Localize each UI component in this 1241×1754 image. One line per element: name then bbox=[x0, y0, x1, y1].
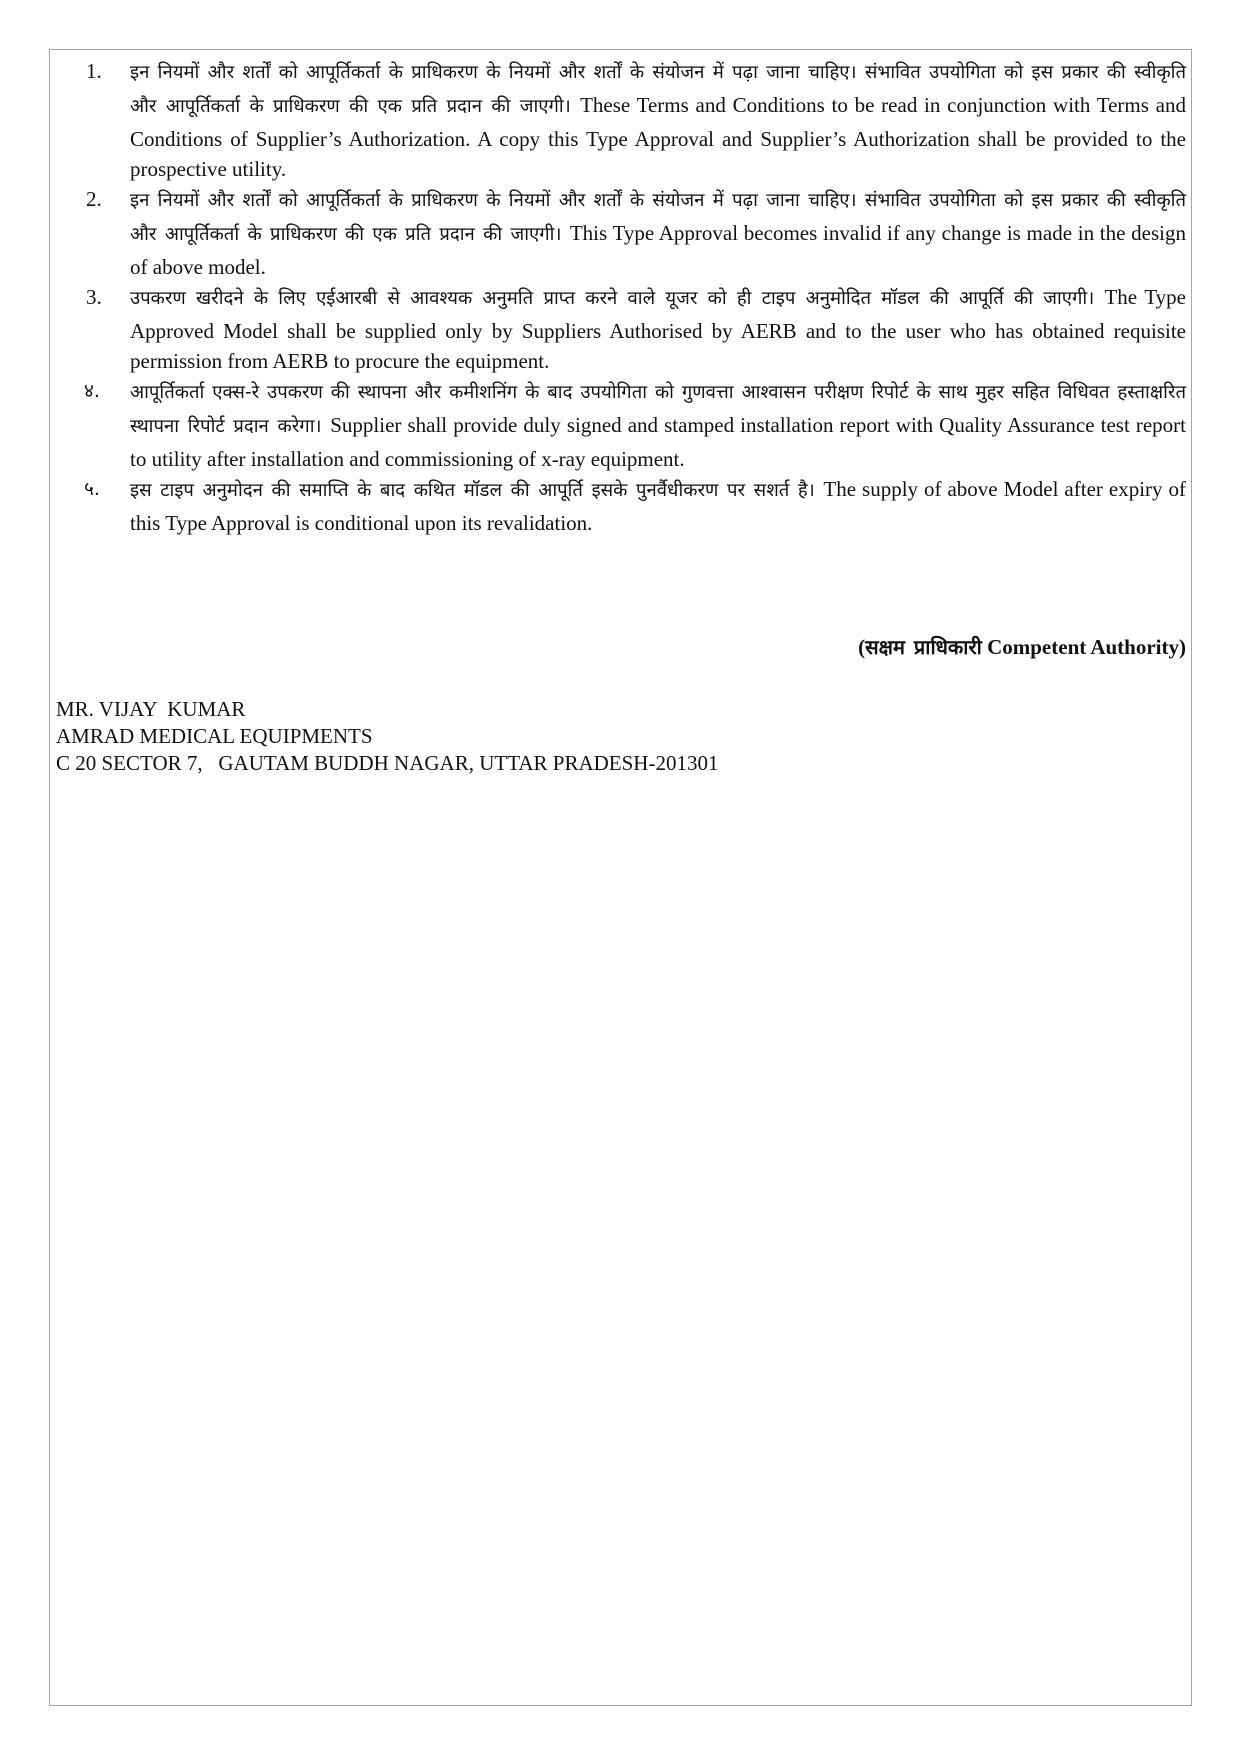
recipient-company: AMRAD MEDICAL EQUIPMENTS bbox=[56, 724, 373, 748]
term-english-text: These Terms and Conditions to be read in conjunction with Terms and Conditions of Supplier’s Authorization. A copy this Type Approval and Supplier’s Authorization shall be provided to the prospective utility. bbox=[130, 93, 1186, 181]
recipient-location: C 20 SECTOR 7, GAUTAM BUDDH NAGAR, UTTAR PRADESH-201301 bbox=[56, 751, 719, 775]
term-hindi-text: इन नियमों और शर्तों को आपूर्तिकर्ता के प्राधिकरण के नियमों और शर्तों के संयोजन में पढ़ा जाना चाहिए। संभावित उपयोगिता को इस प्रकार की स्वीकृति और आपूर्तिकर्ता के प्राधिकरण की एक प्रति प्रदान की जाएगी। bbox=[130, 62, 1186, 117]
terms-list bbox=[56, 56, 1186, 538]
term-item-3 bbox=[56, 282, 1186, 376]
term-english-text: The Type Approved Model shall be supplied only by Suppliers Authorised by AERB and to the user who has obtained requisite permission from AERB to procure the equipment. bbox=[130, 285, 1187, 373]
term-english-text: This Type Approval becomes invalid if any change is made in the design of above model. bbox=[130, 221, 1186, 279]
term-item-1 bbox=[56, 56, 1186, 184]
term-english-text: The supply of above Model after expiry of this Type Approval is conditional upon its revalidation. bbox=[130, 477, 1186, 535]
term-hindi-text: इन नियमों और शर्तों को आपूर्तिकर्ता के प्राधिकरण के नियमों और शर्तों के संयोजन में पढ़ा जाना चाहिए। संभावित उपयोगिता को इस प्रकार की स्वीकृति और आपूर्तिकर्ता के प्राधिकरण की एक प्रति प्रदान की जाएगी। bbox=[130, 190, 1186, 245]
term-number: 2. bbox=[86, 187, 102, 211]
recipient-address bbox=[56, 696, 718, 777]
authority-open-paren: ( bbox=[858, 635, 866, 659]
term-item-4 bbox=[56, 376, 1186, 474]
term-number: 1. bbox=[86, 59, 102, 83]
term-item-5 bbox=[56, 474, 1186, 538]
term-hindi-text: आपूर्तिकर्ता एक्स-रे उपकरण की स्थापना और कमीशनिंग के बाद उपयोगिता को गुणवत्ता आश्वासन परीक्षण रिपोर्ट के साथ मुहर सहित विधिवत हस्ताक्षरित स्थापना रिपोर्ट प्रदान करेगा। bbox=[130, 382, 1186, 437]
term-hindi-text: उपकरण खरीदने के लिए एईआरबी से आवश्यक अनुमति प्राप्त करने वाले यूजर को ही टाइप अनुमोदित मॉडल की आपूर्ति की जाएगी। bbox=[130, 288, 1105, 309]
term-number: ४. bbox=[84, 380, 100, 402]
term-english-text: Supplier shall provide duly signed and stamped installation report with Quality Assurance test report to utility after installation and commissioning of x-ray equipment. bbox=[130, 413, 1186, 471]
authority-hindi: सक्षम प्राधिकारी bbox=[865, 635, 982, 659]
term-number: ५. bbox=[84, 478, 100, 500]
term-number: 3. bbox=[86, 285, 102, 309]
authority-english: Competent Authority) bbox=[987, 635, 1186, 659]
recipient-name: MR. VIJAY KUMAR bbox=[56, 697, 246, 721]
term-hindi-text: इस टाइप अनुमोदन की समाप्ति के बाद कथित मॉडल की आपूर्ति इसके पुनर्वैधीकरण पर सशर्त है। bbox=[130, 480, 824, 501]
term-item-2 bbox=[56, 184, 1186, 282]
competent-authority-signature bbox=[858, 630, 1186, 664]
